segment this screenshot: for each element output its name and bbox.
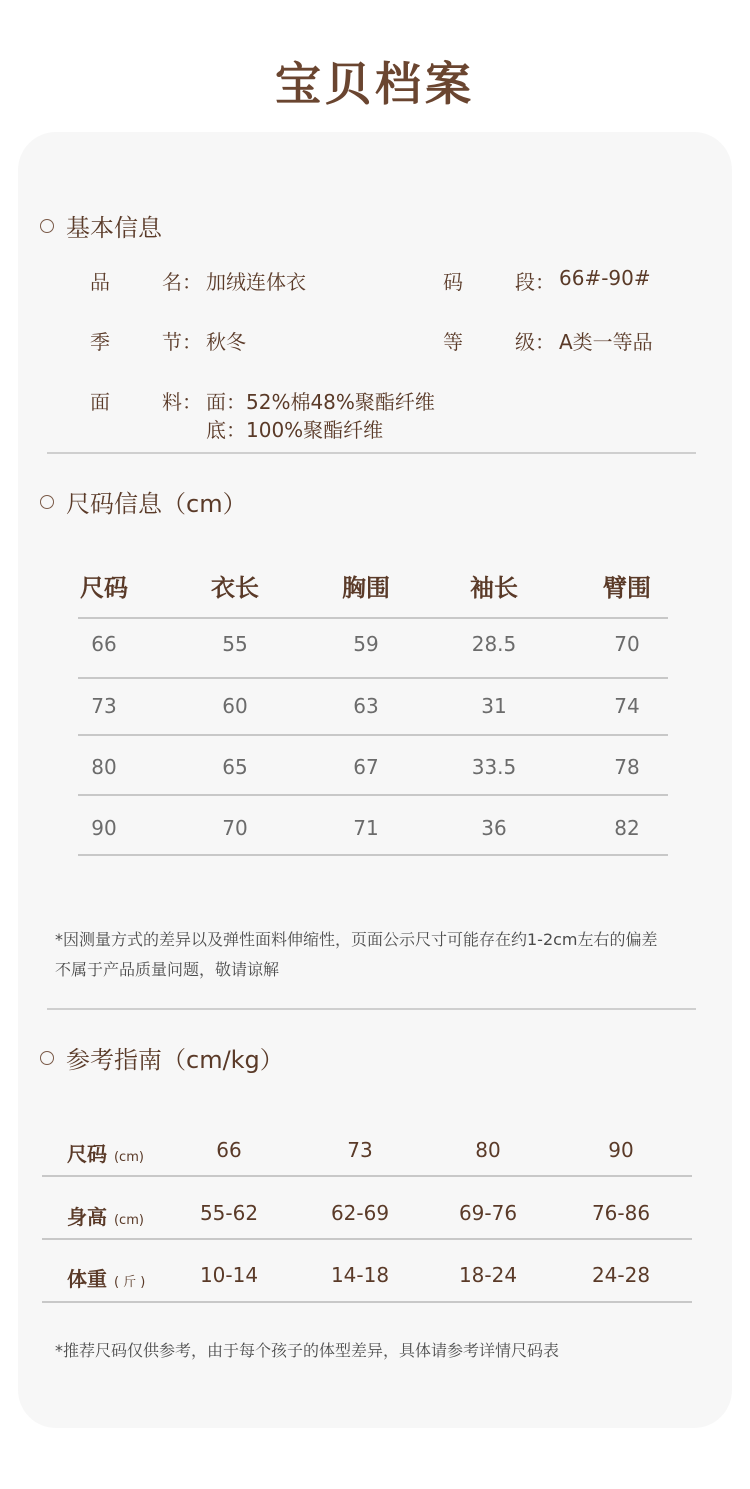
page-title: 宝贝档案 bbox=[275, 57, 475, 111]
label-char: 等 bbox=[443, 330, 463, 354]
table-cell: 31 bbox=[481, 694, 507, 718]
size-info-heading-text: 尺码信息（cm） bbox=[66, 490, 247, 518]
table-cell: 65 bbox=[222, 755, 248, 779]
ref-cell: 10-14 bbox=[199, 1263, 259, 1287]
table-line bbox=[42, 1175, 692, 1177]
table-cell: 36 bbox=[481, 816, 507, 840]
table-cell: 73 bbox=[91, 694, 117, 718]
info-value-season: 秋冬 bbox=[206, 330, 246, 354]
ref-cell: 66 bbox=[216, 1138, 242, 1162]
section-divider bbox=[47, 1008, 696, 1010]
header-cell: 衣长 bbox=[211, 574, 259, 602]
ref-cell: 14-18 bbox=[330, 1263, 390, 1287]
table-cell: 28.5 bbox=[471, 632, 517, 656]
circle-bullet-icon bbox=[40, 1051, 54, 1065]
circle-bullet-icon bbox=[40, 219, 54, 233]
ref-cell: 90 bbox=[608, 1138, 634, 1162]
table-line bbox=[78, 617, 668, 619]
table-cell: 66 bbox=[91, 632, 117, 656]
table-cell: 63 bbox=[353, 694, 379, 718]
table-cell: 82 bbox=[614, 816, 640, 840]
ref-label-text: 尺码 bbox=[67, 1142, 107, 1166]
label-char: 码 bbox=[443, 270, 463, 294]
header-cell: 尺码 bbox=[80, 574, 128, 602]
colon: ： bbox=[182, 270, 202, 294]
colon: ： bbox=[535, 270, 555, 294]
table-cell: 71 bbox=[353, 816, 379, 840]
info-value-fabric-lining: 底：100%聚酯纤维 bbox=[206, 418, 384, 442]
table-line bbox=[42, 1238, 692, 1240]
ref-cell: 24-28 bbox=[591, 1263, 651, 1287]
header-cell: 袖长 bbox=[470, 574, 518, 602]
ref-cell: 69-76 bbox=[458, 1201, 518, 1225]
label-char: 面 bbox=[90, 390, 110, 414]
ref-cell: 18-24 bbox=[458, 1263, 518, 1287]
table-cell: 60 bbox=[222, 694, 248, 718]
table-line bbox=[78, 854, 668, 856]
colon: ： bbox=[535, 330, 555, 354]
table-cell: 55 bbox=[222, 632, 248, 656]
table-cell: 67 bbox=[353, 755, 379, 779]
ref-cell: 55-62 bbox=[199, 1201, 259, 1225]
table-cell: 33.5 bbox=[471, 755, 517, 779]
reference-note: *推荐尺码仅供参考，由于每个孩子的体型差异，具体请参考详情尺码表 bbox=[55, 1341, 560, 1360]
table-cell: 70 bbox=[614, 632, 640, 656]
size-note bbox=[55, 925, 658, 985]
ref-cell: 62-69 bbox=[330, 1201, 390, 1225]
section-divider bbox=[47, 452, 696, 454]
table-line bbox=[42, 1301, 692, 1303]
ref-row-label bbox=[67, 1201, 144, 1230]
label-char: 段 bbox=[515, 270, 535, 294]
ref-label-unit: (cm) bbox=[113, 1150, 144, 1165]
reference-heading bbox=[40, 1040, 284, 1075]
table-cell: 74 bbox=[614, 694, 640, 718]
table-cell: 59 bbox=[353, 632, 379, 656]
label-char: 料 bbox=[162, 390, 182, 414]
table-cell: 80 bbox=[91, 755, 117, 779]
table-line bbox=[78, 677, 668, 679]
info-value-size-range: 66#-90# bbox=[559, 266, 651, 290]
reference-heading-text: 参考指南（cm/kg） bbox=[66, 1046, 284, 1074]
table-line bbox=[78, 734, 668, 736]
ref-cell: 73 bbox=[347, 1138, 373, 1162]
header-cell: 臂围 bbox=[603, 574, 651, 602]
basic-info-heading-text: 基本信息 bbox=[66, 214, 162, 242]
colon: ： bbox=[182, 330, 202, 354]
label-char: 季 bbox=[90, 330, 110, 354]
ref-row-label bbox=[67, 1138, 144, 1167]
basic-info-heading bbox=[40, 208, 162, 243]
table-cell: 90 bbox=[91, 816, 117, 840]
ref-label-text: 身高 bbox=[67, 1205, 107, 1229]
ref-row-label bbox=[67, 1263, 145, 1292]
label-char: 级 bbox=[515, 330, 535, 354]
size-note-line1: *因测量方式的差异以及弹性面料伸缩性，页面公示尺寸可能存在约1-2cm左右的偏差 bbox=[55, 930, 658, 949]
info-value-grade: A类一等品 bbox=[559, 330, 653, 354]
label-char: 品 bbox=[90, 270, 110, 294]
label-char: 名 bbox=[162, 270, 182, 294]
header-cell: 胸围 bbox=[342, 574, 390, 602]
info-value-fabric-outer: 面：52%棉48%聚酯纤维 bbox=[206, 390, 435, 414]
size-note-line2: 不属于产品质量问题，敬请谅解 bbox=[55, 960, 280, 979]
circle-bullet-icon bbox=[40, 495, 54, 509]
size-info-heading bbox=[40, 484, 247, 519]
ref-cell: 80 bbox=[475, 1138, 501, 1162]
ref-label-unit: ( 斤 ) bbox=[113, 1275, 146, 1290]
ref-cell: 76-86 bbox=[591, 1201, 651, 1225]
table-line bbox=[78, 794, 668, 796]
table-cell: 70 bbox=[222, 816, 248, 840]
label-char: 节 bbox=[162, 330, 182, 354]
ref-label-unit: (cm) bbox=[113, 1213, 144, 1228]
table-cell: 78 bbox=[614, 755, 640, 779]
colon: ： bbox=[182, 390, 202, 414]
info-value-name: 加绒连体衣 bbox=[206, 270, 306, 294]
ref-label-text: 体重 bbox=[67, 1267, 107, 1291]
